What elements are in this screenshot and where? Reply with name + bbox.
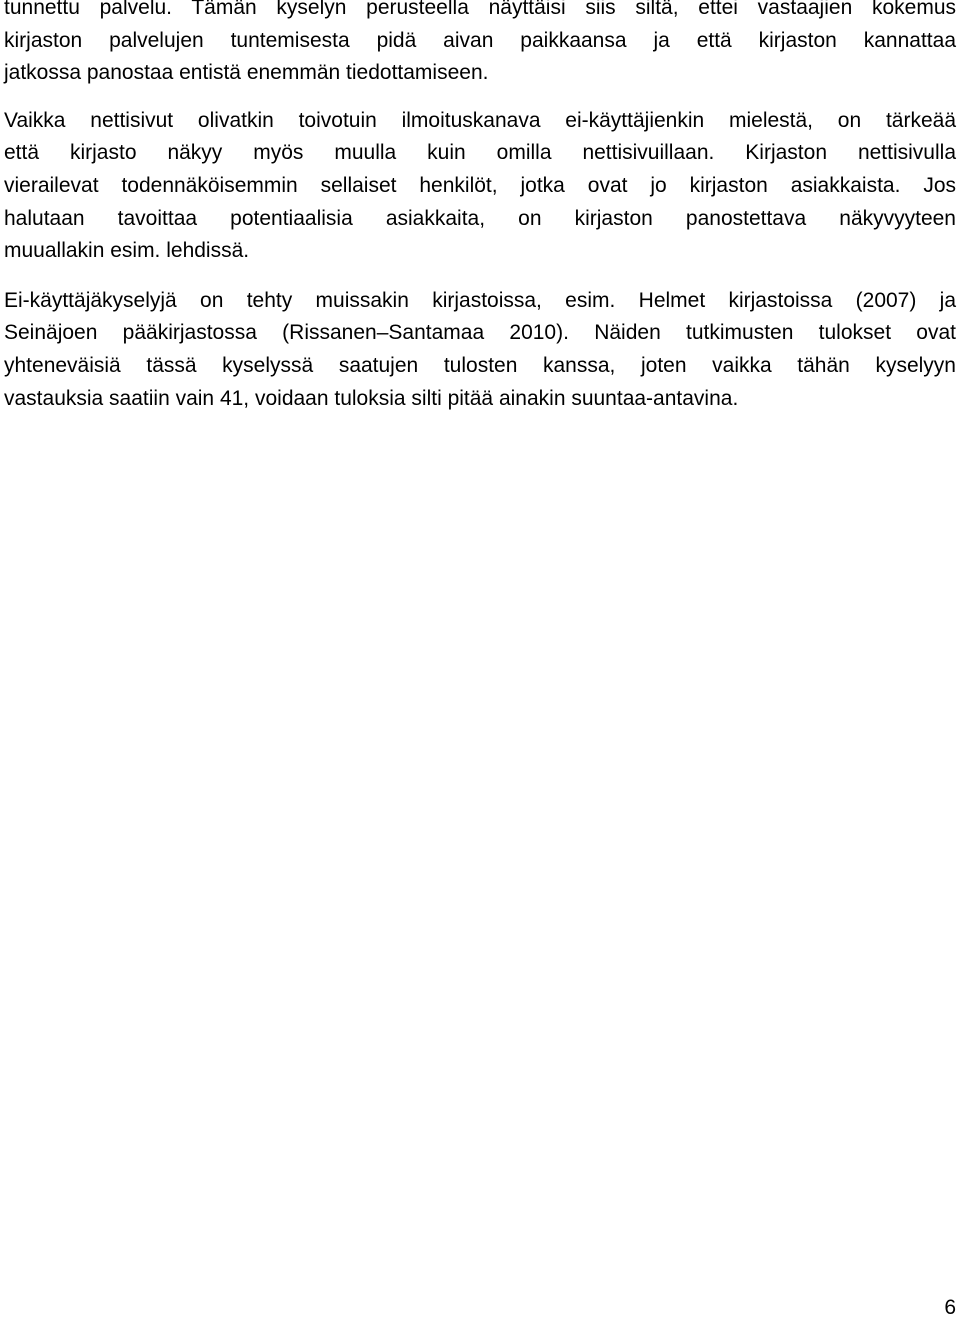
document-body [4,0,956,415]
paragraph-3 [4,285,956,415]
text-line: halutaan tavoittaa potentiaalisia asiakkaita, on kirjaston panostettava näkyvyyteen [4,206,956,230]
text-line: että kirjasto näkyy myös muulla kuin omilla nettisivuillaan. Kirjaston nettisivulla [4,141,956,165]
text-line: kirjaston palvelujen tuntemisesta pidä aivan paikkaansa ja että kirjaston kannattaa [4,28,956,52]
text-line: vierailevat todennäköisemmin sellaiset henkilöt, jotka ovat jo kirjaston asiakkaista. Jos [4,173,956,197]
text-line: Seinäjoen pääkirjastossa (Rissanen–Santamaa 2010). Näiden tutkimusten tulokset ovat [4,321,956,345]
paragraph-1 [4,0,956,90]
text-line: jatkossa panostaa entistä enemmän tiedottamiseen. [4,61,489,85]
text-line: vastauksia saatiin vain 41, voidaan tuloksia silti pitää ainakin suuntaa-antavina. [4,386,739,410]
paragraph-2 [4,105,956,268]
text-line: yhteneväisiä tässä kyselyssä saatujen tulosten kanssa, joten vaikka tähän kyselyyn [4,353,956,377]
text-line: muuallakin esim. lehdissä. [4,239,250,263]
text-line: Vaikka nettisivut olivatkin toivotuin ilmoituskanava ei-käyttäjienkin mielestä, on tärkeää [4,108,956,132]
text-line: Ei-käyttäjäkyselyjä on tehty muissakin kirjastoissa, esim. Helmet kirjastoissa (2007) ja [4,288,956,312]
page-number: 6 [944,1296,956,1319]
text-line: tunnettu palvelu. Tämän kyselyn perusteella näyttäisi siis siltä, ettei vastaajien kokemus [4,0,956,19]
